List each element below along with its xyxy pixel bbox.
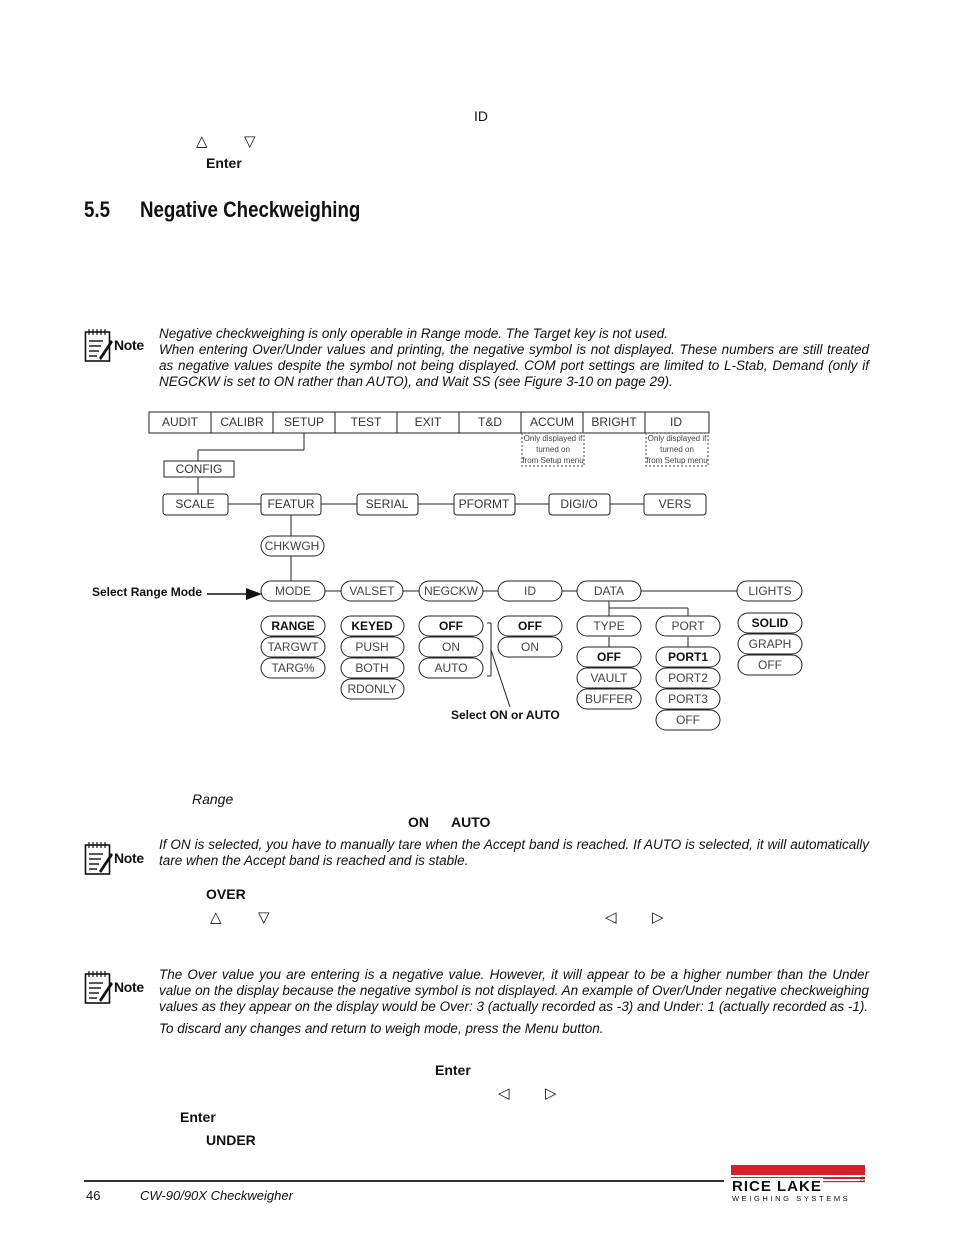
type-off-label: OFF [597,650,621,664]
solid-label: SOLID [751,616,789,630]
footer-rule [84,1180,724,1182]
negckw-on-label: ON [442,640,460,654]
down-arrow-icon: ▽ [258,908,270,926]
logo-subtext: WEIGHING SYSTEMS [732,1194,851,1203]
id-off-label: OFF [518,619,542,633]
id-note-text: Only displayed if [647,434,707,443]
note-badge [84,841,144,880]
note-pad-icon [84,841,114,875]
port1-label: PORT1 [667,650,709,664]
range-label: RANGE [271,619,315,633]
auto-text: AUTO [451,814,491,830]
right-arrow-icon: ▷ [545,1084,557,1102]
id-label: ID [524,584,536,598]
vers-label: VERS [658,497,692,511]
featur-label: FEATUR [267,497,315,511]
serial-label: SERIAL [365,497,409,511]
note-text [159,837,869,869]
on-text: ON [408,814,429,830]
note-label: Note [114,850,144,866]
scale-label: SCALE [175,497,215,511]
callout-range-mode: Select Range Mode [92,585,203,599]
port-off-label: OFF [676,713,700,727]
chkwgh-label: CHKWGH [264,539,320,553]
rdonly-label: RDONLY [347,682,397,696]
both-label: BOTH [355,661,389,675]
note-text [159,967,869,1037]
section-title: Negative Checkweighing [140,197,361,222]
up-arrow-icon: △ [196,132,208,150]
logo-text: RICE LAKE [732,1178,822,1195]
menu-test: TEST [350,415,382,429]
valset-label: VALSET [349,584,395,598]
targ-pct-label: TARG% [271,661,315,675]
note-line: To discard any changes and return to weigh mode, press the Menu button. [159,1021,604,1036]
id-note-text: from Setup menu [646,456,708,465]
enter-key-text: Enter [180,1109,216,1125]
page-number: 46 [86,1188,101,1203]
note-line: If ON is selected, you have to manually tare when the Accept band is reached. If AUTO is selected, it will automatically tare when the Accept band is reached and is stable. [159,837,869,868]
over-text: OVER [206,886,246,902]
digio-label: DIGI/O [560,497,598,511]
menu-id: ID [670,415,682,429]
note-line: The Over value you are entering is a negative value. However, it will appear to be a higher number than the Under value on the display because the negative symbol is not displayed. An example of Over/Under negative checkweighing values as they appear on the display would be Over: 3 (actually recorded as -3) and Under: 1 (actually recorded as -1). [159,967,869,1014]
enter-key-text: Enter [206,155,242,171]
keyed-label: KEYED [351,619,393,633]
targwt-label: TARGWT [267,640,319,654]
note-pad-icon [84,970,114,1004]
menu-bright: BRIGHT [591,415,637,429]
id-note-text: turned on [660,445,694,454]
menu-accum: ACCUM [530,415,574,429]
buffer-label: BUFFER [585,692,633,706]
accum-note-text: turned on [536,445,570,454]
menu-td: T&D [478,415,502,429]
port2-label: PORT2 [668,671,708,685]
negckw-auto-label: AUTO [434,661,468,675]
registered-mark: ® [860,1177,866,1184]
graph-label: GRAPH [748,637,792,651]
lights-off-label: OFF [758,658,782,672]
port-label: PORT [671,619,705,633]
id-on-label: ON [521,640,539,654]
section-number: 5.5 [84,197,111,222]
push-label: PUSH [355,640,389,654]
type-label: TYPE [593,619,625,633]
document-title: CW-90/90X Checkweigher [140,1188,293,1203]
under-text: UNDER [206,1132,256,1148]
vault-label: VAULT [590,671,628,685]
pformt-label: PFORMT [458,497,510,511]
arrow-right-icon [246,588,262,600]
note-label: Note [114,337,144,353]
menu-exit: EXIT [414,415,442,429]
negckw-label: NEGCKW [424,584,478,598]
menu-audit: AUDIT [162,415,198,429]
note-label: Note [114,979,144,995]
up-arrow-icon: △ [210,908,222,926]
lights-label: LIGHTS [748,584,792,598]
range-text: Range [192,791,234,807]
menu-calibr: CALIBR [220,415,264,429]
logo-red-band [731,1165,865,1175]
note-line: When entering Over/Under values and printing, the negative symbol is not displayed. These numbers are still treated as negative values despite the symbol not being displayed. COM port settings are limited to L-Stab, Demand (only if NEGCKW is set to ON rather than AUTO), and Wait SS (see Figure 3-10 on page 29). [159,342,869,389]
note-line: Negative checkweighing is only operable in Range mode. The Target key is not used. [159,326,669,341]
enter-key-text: Enter [435,1062,471,1078]
menu-setup: SETUP [283,415,325,429]
left-arrow-icon: ◁ [605,908,617,926]
accum-note-text: Only displayed if [523,434,583,443]
port3-label: PORT3 [668,692,708,706]
id-text: ID [474,108,488,124]
left-arrow-icon: ◁ [498,1084,510,1102]
callout-on-auto: Select ON or AUTO [451,708,560,722]
rice-lake-logo [729,1165,868,1205]
negckw-off-label: OFF [439,619,463,633]
accum-note-text: from Setup menu [522,456,584,465]
note-badge [84,970,144,1009]
down-arrow-icon: ▽ [244,132,256,150]
data-label: DATA [593,584,625,598]
right-arrow-icon: ▷ [652,908,664,926]
mode-label: MODE [275,584,311,598]
config-label: CONFIG [175,462,223,476]
